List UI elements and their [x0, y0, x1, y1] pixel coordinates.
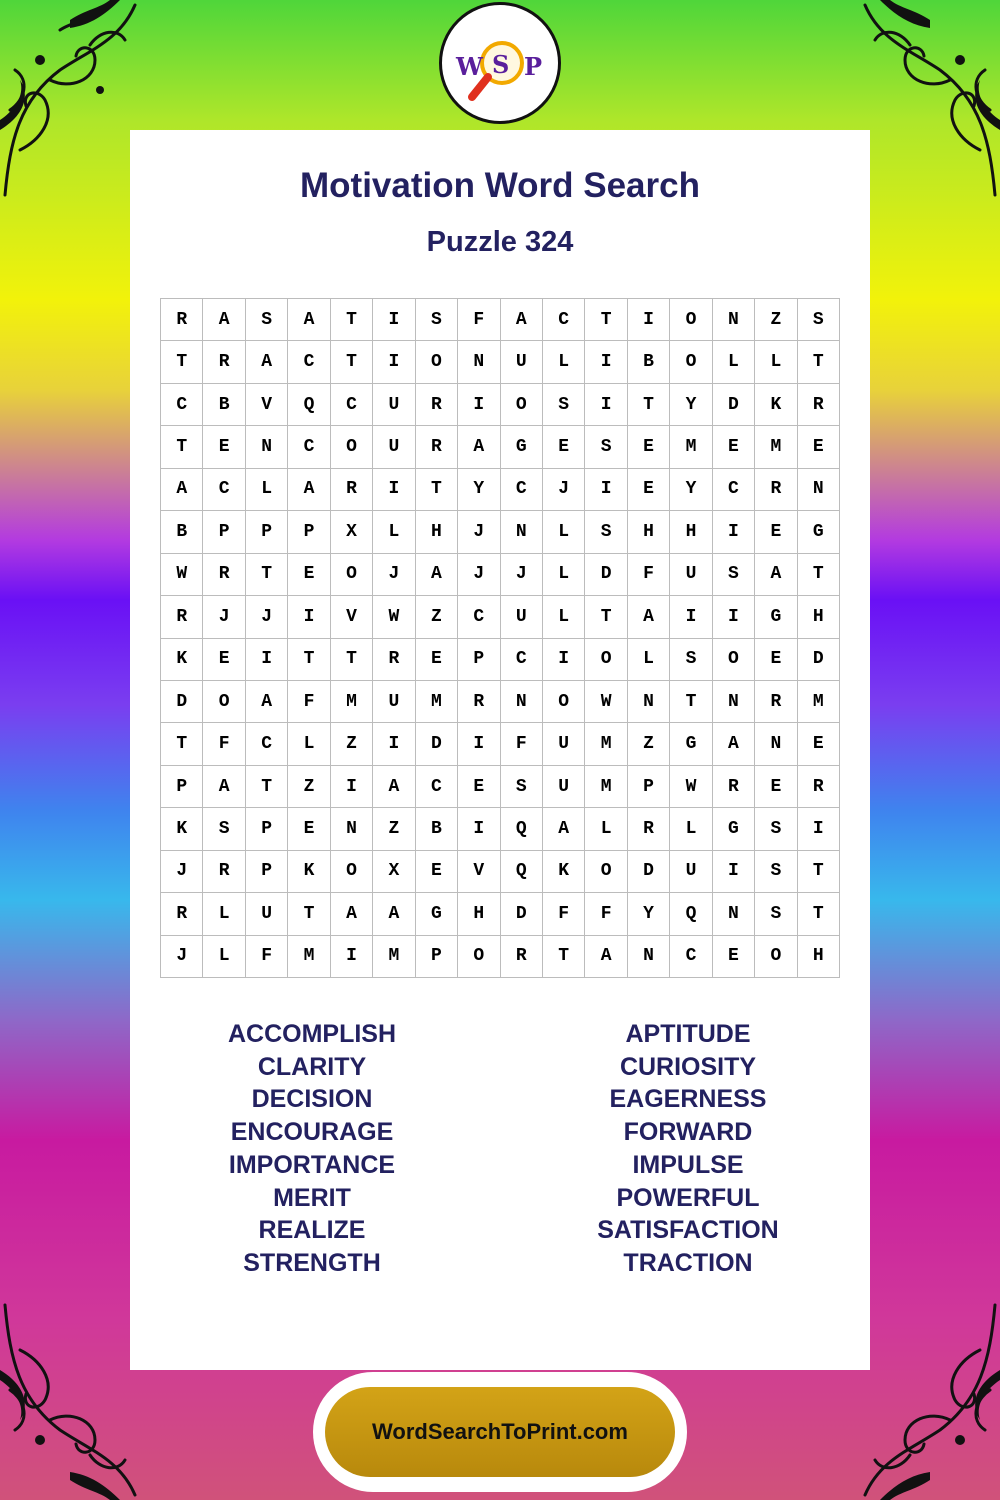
grid-cell[interactable]: A [458, 426, 500, 468]
grid-cell[interactable]: O [755, 936, 797, 978]
corner-ornament-top-right [860, 0, 1000, 200]
grid-cell[interactable]: I [331, 936, 373, 978]
grid-cell[interactable]: A [331, 893, 373, 935]
grid-cell[interactable]: T [331, 341, 373, 383]
grid-cell[interactable]: F [585, 893, 627, 935]
grid-cell[interactable]: Y [670, 384, 712, 426]
grid-cell[interactable]: A [161, 469, 203, 511]
grid-cell[interactable]: P [458, 639, 500, 681]
word-list-item: FORWARD [623, 1118, 753, 1147]
grid-cell[interactable]: P [416, 936, 458, 978]
grid-cell[interactable]: L [755, 341, 797, 383]
grid-cell[interactable]: D [416, 723, 458, 765]
grid-cell[interactable]: R [203, 341, 245, 383]
grid-cell[interactable]: E [628, 426, 670, 468]
grid-cell[interactable]: P [288, 511, 330, 553]
grid-cell[interactable]: E [288, 808, 330, 850]
grid-cell[interactable]: A [246, 681, 288, 723]
grid-cell[interactable]: J [373, 554, 415, 596]
grid-cell[interactable]: E [543, 426, 585, 468]
grid-cell[interactable]: E [755, 639, 797, 681]
grid-cell[interactable]: F [203, 723, 245, 765]
grid-cell[interactable]: E [416, 639, 458, 681]
grid-cell[interactable]: L [288, 723, 330, 765]
grid-cell[interactable]: T [585, 299, 627, 341]
grid-cell[interactable]: Y [628, 893, 670, 935]
grid-cell[interactable]: T [246, 766, 288, 808]
grid-cell[interactable]: R [798, 384, 840, 426]
grid-cell[interactable]: K [288, 851, 330, 893]
grid-cell[interactable]: A [755, 554, 797, 596]
grid-cell[interactable]: T [798, 341, 840, 383]
grid-cell[interactable]: T [161, 426, 203, 468]
grid-cell[interactable]: G [713, 808, 755, 850]
grid-cell[interactable]: I [458, 384, 500, 426]
grid-cell[interactable]: E [203, 639, 245, 681]
grid-cell[interactable]: G [501, 426, 543, 468]
grid-cell[interactable]: H [458, 893, 500, 935]
grid-cell[interactable]: I [458, 723, 500, 765]
grid-cell[interactable]: T [543, 936, 585, 978]
puzzle-sheet [130, 130, 870, 1370]
grid-cell[interactable]: L [543, 511, 585, 553]
grid-cell[interactable]: R [161, 299, 203, 341]
grid-cell[interactable]: O [585, 639, 627, 681]
word-list-item: CURIOSITY [619, 1052, 757, 1081]
grid-cell[interactable]: D [501, 893, 543, 935]
grid-cell[interactable]: I [373, 299, 415, 341]
grid-cell[interactable]: G [670, 723, 712, 765]
grid-cell[interactable]: A [713, 723, 755, 765]
grid-cell[interactable]: T [331, 639, 373, 681]
grid-cell[interactable]: I [458, 808, 500, 850]
grid-cell[interactable]: A [288, 469, 330, 511]
grid-cell[interactable]: R [628, 808, 670, 850]
grid-cell[interactable]: I [373, 341, 415, 383]
grid-cell[interactable]: U [373, 384, 415, 426]
grid-cell[interactable]: X [373, 851, 415, 893]
grid-cell[interactable]: R [161, 596, 203, 638]
grid-cell[interactable]: M [798, 681, 840, 723]
grid-cell[interactable]: W [161, 554, 203, 596]
grid-cell[interactable]: T [670, 681, 712, 723]
grid-cell[interactable]: R [331, 469, 373, 511]
grid-cell[interactable]: N [713, 893, 755, 935]
grid-cell[interactable]: C [713, 469, 755, 511]
grid-cell[interactable]: E [755, 766, 797, 808]
grid-cell[interactable]: T [246, 554, 288, 596]
grid-cell[interactable]: U [670, 554, 712, 596]
grid-cell[interactable]: T [628, 384, 670, 426]
grid-cell[interactable]: J [246, 596, 288, 638]
grid-cell[interactable]: E [755, 511, 797, 553]
grid-cell[interactable]: F [543, 893, 585, 935]
grid-cell[interactable]: H [416, 511, 458, 553]
grid-cell[interactable]: T [798, 893, 840, 935]
grid-cell[interactable]: P [161, 766, 203, 808]
grid-cell[interactable]: A [628, 596, 670, 638]
grid-cell[interactable]: L [713, 341, 755, 383]
grid-cell[interactable]: I [543, 639, 585, 681]
grid-cell[interactable]: Q [501, 808, 543, 850]
grid-cell[interactable]: V [458, 851, 500, 893]
corner-ornament-bottom-right [860, 1300, 1000, 1500]
grid-cell[interactable]: O [585, 851, 627, 893]
grid-cell[interactable]: A [585, 936, 627, 978]
grid-cell[interactable]: A [288, 299, 330, 341]
grid-cell[interactable]: S [670, 639, 712, 681]
logo-letter-s: S [492, 50, 510, 79]
flourish-icon [0, 1300, 140, 1500]
grid-cell[interactable]: B [416, 808, 458, 850]
grid-cell[interactable]: B [628, 341, 670, 383]
corner-ornament-bottom-left [0, 1300, 140, 1500]
grid-cell[interactable]: K [755, 384, 797, 426]
grid-cell[interactable]: K [161, 808, 203, 850]
grid-cell[interactable]: S [798, 299, 840, 341]
grid-cell[interactable]: I [585, 341, 627, 383]
grid-cell[interactable]: U [373, 426, 415, 468]
grid-cell[interactable]: I [670, 596, 712, 638]
grid-cell[interactable]: Z [331, 723, 373, 765]
grid-cell[interactable]: S [246, 299, 288, 341]
grid-cell[interactable]: Q [670, 893, 712, 935]
grid-cell[interactable]: O [713, 639, 755, 681]
grid-cell[interactable]: D [585, 554, 627, 596]
grid-cell[interactable]: M [670, 426, 712, 468]
grid-cell[interactable]: E [628, 469, 670, 511]
grid-cell[interactable]: F [246, 936, 288, 978]
grid-cell[interactable]: R [798, 766, 840, 808]
grid-cell[interactable]: W [585, 681, 627, 723]
grid-cell[interactable]: T [331, 299, 373, 341]
grid-cell[interactable]: H [628, 511, 670, 553]
grid-cell[interactable]: E [458, 766, 500, 808]
grid-cell[interactable]: N [798, 469, 840, 511]
grid-cell[interactable]: L [203, 936, 245, 978]
grid-cell[interactable]: K [543, 851, 585, 893]
word-list-item: APTITUDE [625, 1020, 751, 1048]
word-list-item: CLARITY [257, 1052, 367, 1081]
grid-cell[interactable]: S [203, 808, 245, 850]
grid-cell[interactable]: H [798, 936, 840, 978]
grid-cell[interactable]: H [670, 511, 712, 553]
grid-cell[interactable]: O [331, 426, 373, 468]
grid-cell[interactable]: U [246, 893, 288, 935]
word-list-right [503, 1018, 873, 1280]
grid-cell[interactable]: J [161, 851, 203, 893]
grid-cell[interactable]: A [203, 766, 245, 808]
grid-cell[interactable]: L [543, 554, 585, 596]
grid-cell[interactable]: P [246, 808, 288, 850]
grid-cell[interactable]: A [203, 299, 245, 341]
grid-cell[interactable]: W [373, 596, 415, 638]
footer-link[interactable]: WordSearchToPrint.com [325, 1387, 675, 1477]
grid-cell[interactable]: N [246, 426, 288, 468]
grid-cell[interactable]: P [203, 511, 245, 553]
grid-cell[interactable]: L [543, 596, 585, 638]
grid-cell[interactable]: N [458, 341, 500, 383]
word-list-item: TRACTION [623, 1248, 753, 1277]
grid-cell[interactable]: R [458, 681, 500, 723]
grid-cell[interactable]: Z [373, 808, 415, 850]
grid-cell[interactable]: N [331, 808, 373, 850]
grid-cell[interactable]: A [416, 554, 458, 596]
corner-ornament-top-left [0, 0, 140, 200]
grid-cell[interactable]: I [713, 596, 755, 638]
word-list-item: IMPORTANCE [228, 1150, 396, 1179]
grid-cell[interactable]: I [373, 723, 415, 765]
grid-cell[interactable]: E [713, 936, 755, 978]
grid-cell[interactable]: X [331, 511, 373, 553]
grid-cell[interactable]: O [501, 384, 543, 426]
grid-cell[interactable]: A [543, 808, 585, 850]
grid-cell[interactable]: I [713, 511, 755, 553]
word-list-item: ENCOURAGE [230, 1118, 394, 1147]
logo-letter-p: P [523, 52, 542, 81]
grid-cell[interactable]: I [585, 384, 627, 426]
grid-cell[interactable]: Q [501, 851, 543, 893]
grid-cell[interactable]: R [416, 426, 458, 468]
grid-cell[interactable]: B [161, 511, 203, 553]
grid-cell[interactable]: Z [755, 299, 797, 341]
grid-cell[interactable]: T [416, 469, 458, 511]
word-list-item: POWERFUL [616, 1183, 760, 1212]
word-list-item: REALIZE [258, 1216, 366, 1245]
grid-cell[interactable]: U [543, 766, 585, 808]
word-list-item: STRENGTH [243, 1248, 381, 1277]
grid-cell[interactable]: M [416, 681, 458, 723]
grid-cell[interactable]: Z [288, 766, 330, 808]
grid-cell[interactable]: L [628, 639, 670, 681]
grid-cell[interactable]: T [288, 639, 330, 681]
grid-cell[interactable]: C [458, 596, 500, 638]
grid-cell[interactable]: L [203, 893, 245, 935]
flourish-icon [0, 0, 140, 200]
grid-cell[interactable]: I [288, 596, 330, 638]
grid-cell[interactable]: G [755, 596, 797, 638]
grid-cell[interactable]: M [585, 723, 627, 765]
grid-cell[interactable]: O [331, 851, 373, 893]
grid-cell[interactable]: M [585, 766, 627, 808]
grid-cell[interactable]: J [501, 554, 543, 596]
grid-cell[interactable]: R [203, 851, 245, 893]
grid-cell[interactable]: C [331, 384, 373, 426]
grid-cell[interactable]: I [798, 808, 840, 850]
grid-cell[interactable]: J [161, 936, 203, 978]
grid-cell[interactable]: J [203, 596, 245, 638]
grid-cell[interactable]: S [755, 893, 797, 935]
word-list-item: EAGERNESS [609, 1085, 767, 1114]
grid-cell[interactable]: L [585, 808, 627, 850]
grid-cell[interactable]: T [161, 723, 203, 765]
grid-cell[interactable]: A [501, 299, 543, 341]
grid-cell[interactable]: Y [458, 469, 500, 511]
grid-cell[interactable]: O [331, 554, 373, 596]
word-list-item: MERIT [273, 1183, 351, 1212]
grid-cell[interactable]: F [501, 723, 543, 765]
grid-cell[interactable]: S [755, 808, 797, 850]
grid-cell[interactable]: Z [628, 723, 670, 765]
grid-cell[interactable]: T [798, 554, 840, 596]
grid-cell[interactable]: R [203, 554, 245, 596]
grid-cell[interactable]: W [670, 766, 712, 808]
grid-cell[interactable]: N [628, 681, 670, 723]
grid-cell[interactable]: S [416, 299, 458, 341]
grid-cell[interactable]: M [288, 936, 330, 978]
grid-cell[interactable]: I [246, 639, 288, 681]
grid-cell[interactable]: E [416, 851, 458, 893]
grid-cell[interactable]: N [501, 511, 543, 553]
page-title: Motivation Word Search [300, 166, 700, 205]
grid-cell[interactable]: L [246, 469, 288, 511]
grid-cell[interactable]: A [373, 893, 415, 935]
grid-cell[interactable]: N [501, 681, 543, 723]
grid-cell[interactable]: R [416, 384, 458, 426]
grid-cell[interactable]: U [501, 596, 543, 638]
grid-cell[interactable]: C [501, 469, 543, 511]
grid-cell[interactable]: M [755, 426, 797, 468]
grid-cell[interactable]: O [543, 681, 585, 723]
grid-cell[interactable]: R [161, 893, 203, 935]
grid-cell[interactable]: U [501, 341, 543, 383]
grid-cell[interactable]: E [713, 426, 755, 468]
grid-cell[interactable]: R [755, 469, 797, 511]
grid-cell[interactable]: J [458, 554, 500, 596]
grid-cell[interactable]: S [713, 554, 755, 596]
grid-cell[interactable]: J [543, 469, 585, 511]
grid-cell[interactable]: D [713, 384, 755, 426]
grid-cell[interactable]: E [288, 554, 330, 596]
grid-cell[interactable]: Q [288, 384, 330, 426]
grid-cell[interactable]: C [203, 469, 245, 511]
grid-cell[interactable]: V [331, 596, 373, 638]
grid-cell[interactable]: R [373, 639, 415, 681]
grid-cell[interactable]: I [331, 766, 373, 808]
grid-cell[interactable]: S [585, 511, 627, 553]
grid-cell[interactable]: A [373, 766, 415, 808]
grid-cell[interactable]: N [755, 723, 797, 765]
grid-cell[interactable]: S [755, 851, 797, 893]
grid-cell[interactable]: U [373, 681, 415, 723]
grid-cell[interactable]: I [585, 469, 627, 511]
grid-cell[interactable]: T [798, 851, 840, 893]
grid-cell[interactable]: P [628, 766, 670, 808]
grid-cell[interactable]: I [628, 299, 670, 341]
grid-cell[interactable]: F [458, 299, 500, 341]
word-list-item: SATISFACTION [597, 1216, 779, 1245]
grid-cell[interactable]: F [628, 554, 670, 596]
grid-cell[interactable]: Y [670, 469, 712, 511]
grid-cell[interactable]: R [501, 936, 543, 978]
grid-cell[interactable]: E [798, 426, 840, 468]
grid-cell[interactable]: V [246, 384, 288, 426]
grid-cell[interactable]: S [543, 384, 585, 426]
grid-cell[interactable]: I [713, 851, 755, 893]
grid-cell[interactable]: L [543, 341, 585, 383]
grid-cell[interactable]: O [416, 341, 458, 383]
grid-cell[interactable]: C [288, 426, 330, 468]
word-list-left [127, 1018, 497, 1280]
grid-cell[interactable]: E [798, 723, 840, 765]
grid-cell[interactable]: C [416, 766, 458, 808]
word-search-grid[interactable] [160, 298, 840, 978]
word-list-item: ACCOMPLISH [227, 1020, 397, 1048]
grid-cell[interactable]: I [373, 469, 415, 511]
grid-cell[interactable]: G [798, 511, 840, 553]
grid-cell[interactable]: C [246, 723, 288, 765]
grid-cell[interactable]: L [373, 511, 415, 553]
grid-cell[interactable]: G [416, 893, 458, 935]
grid-cell[interactable]: H [798, 596, 840, 638]
grid-cell[interactable]: C [543, 299, 585, 341]
flourish-icon [860, 1300, 1000, 1500]
grid-cell[interactable]: T [288, 893, 330, 935]
grid-cell[interactable]: T [161, 341, 203, 383]
word-list-item: DECISION [251, 1085, 373, 1114]
grid-cell[interactable]: P [246, 851, 288, 893]
grid-cell[interactable]: C [501, 639, 543, 681]
grid-cell[interactable]: R [713, 766, 755, 808]
grid-cell[interactable]: L [670, 808, 712, 850]
grid-cell[interactable]: O [458, 936, 500, 978]
puzzle-number: Puzzle 324 [426, 226, 574, 258]
grid-cell[interactable]: U [670, 851, 712, 893]
grid-cell[interactable]: N [713, 299, 755, 341]
grid-cell[interactable]: C [288, 341, 330, 383]
grid-cell[interactable]: E [203, 426, 245, 468]
grid-cell[interactable]: J [458, 511, 500, 553]
logo-letter-w: W [456, 52, 483, 81]
grid-cell[interactable]: O [670, 299, 712, 341]
grid-cell[interactable]: D [798, 639, 840, 681]
grid-cell[interactable]: O [203, 681, 245, 723]
grid-cell[interactable]: D [161, 681, 203, 723]
grid-cell[interactable]: Z [416, 596, 458, 638]
grid-cell[interactable]: N [628, 936, 670, 978]
grid-cell[interactable]: R [755, 681, 797, 723]
word-list-item: IMPULSE [632, 1150, 744, 1179]
grid-cell[interactable]: K [161, 639, 203, 681]
grid-cell[interactable]: F [288, 681, 330, 723]
grid-cell[interactable]: B [203, 384, 245, 426]
flourish-icon [860, 0, 1000, 200]
grid-cell[interactable]: C [670, 936, 712, 978]
grid-cell[interactable]: A [246, 341, 288, 383]
grid-cell[interactable]: M [331, 681, 373, 723]
grid-cell[interactable]: T [585, 596, 627, 638]
grid-cell[interactable]: D [628, 851, 670, 893]
grid-cell[interactable]: O [670, 341, 712, 383]
grid-cell[interactable]: C [161, 384, 203, 426]
grid-cell[interactable]: M [373, 936, 415, 978]
grid-cell[interactable]: U [543, 723, 585, 765]
site-logo[interactable] [439, 2, 561, 124]
grid-cell[interactable]: N [713, 681, 755, 723]
grid-cell[interactable]: P [246, 511, 288, 553]
grid-cell[interactable]: S [501, 766, 543, 808]
grid-cell[interactable]: S [585, 426, 627, 468]
